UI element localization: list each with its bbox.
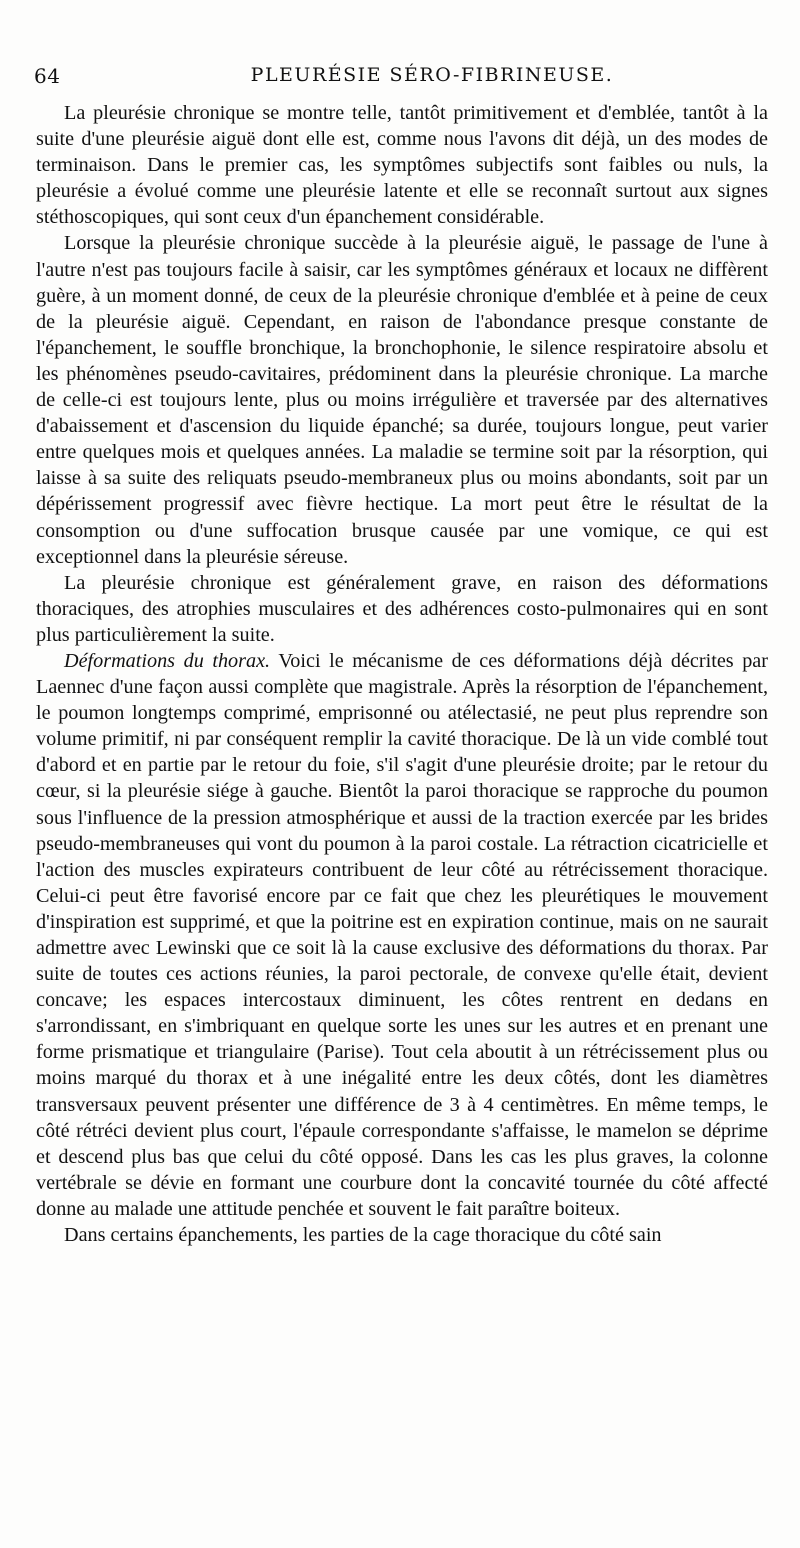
body-text	[36, 100, 768, 1248]
paragraph-text: La pleurésie chronique se montre telle, tantôt primitivement et d'emblée, tantôt à la suite d'une pleurésie aiguë dont elle est, comme nous l'avons dit déjà, un des modes de terminaison. Dans le premier cas, les symptômes subjectifs sont faibles ou nuls, la pleurésie a évolué comme une pleurésie latente et elle se reconnaît surtout aux signes stéthoscopiques, qui sont ceux d'un épanchement considérable.	[36, 102, 768, 229]
paragraph-4	[36, 648, 768, 1222]
page-number: 64	[34, 64, 61, 88]
paragraph-text: Lorsque la pleurésie chronique succède à la pleurésie aiguë, le passage de l'une à l'autre n'est pas toujours facile à saisir, car les symptômes généraux et locaux ne diffèrent guère, à un moment donné, de ceux de la pleurésie chronique d'emblée et à peine de ceux de la pleurésie aiguë. Cependant, en raison de l'abondance presque constante de l'épanchement, le souffle bronchique, la bronchophonie, le silence respiratoire absolu et les phénomènes pseudo-cavitaires, prédominent dans la pleurésie chronique. La marche de celle-ci est toujours lente, plus ou moins irrégulière et traversée par des alternatives d'abaissement et d'ascension du liquide épanché; sa durée, toujours longue, peut varier entre quelques mois et quelques années. La maladie se termine soit par la résorption, qui laisse à sa suite des reliquats pseudo-membraneux plus ou moins abondants, soit par un dépérissement progressif avec fièvre hectique. La mort peut être le résultat de la consomption ou d'une suffocation brusque causée par une vomique, ce qui est exceptionnel dans la pleurésie séreuse.	[36, 232, 768, 568]
paragraph-2	[36, 230, 768, 569]
paragraph-5	[36, 1222, 768, 1248]
paragraph-text: Dans certains épanchements, les parties de la cage thoracique du côté sain	[64, 1224, 662, 1247]
page-header	[34, 64, 770, 94]
paragraph-3	[36, 570, 768, 648]
paragraph-text: La pleurésie chronique est généralement grave, en raison des déformations thoraciques, des atrophies musculaires et des adhérences costo-pulmonaires qui en sont plus particulièrement la suite.	[36, 571, 768, 646]
paragraph-1	[36, 100, 768, 230]
running-title: PLEURÉSIE SÉRO-FIBRINEUSE.	[250, 64, 614, 86]
section-heading: Déformations du thorax.	[64, 649, 271, 672]
paragraph-text: Voici le mécanisme de ces déformations déjà décrites par Laennec d'une façon aussi complète que magistrale. Après la résorption de l'épanchement, le poumon longtemps comprimé, emprisonné ou atélectasié, ne peut plus reprendre son volume primitif, ni par conséquent remplir la cavité thoracique. De là un vide comblé tout d'abord et en partie par le retour du foie, s'il s'agit d'une pleurésie droite; par le retour du cœur, si la pleurésie siége à gauche. Bientôt la paroi thoracique se rapproche du poumon sous l'influence de la pression atmosphérique et aussi de la traction exercée par les brides pseudo-membraneuses qui vont du poumon à la paroi costale. La rétraction cicatricielle et l'action des muscles expirateurs contribuent de leur côté au rétrécissement thoracique. Celui-ci peut être favorisé encore par ce fait que chez les pleurétiques le mouvement d'inspiration est supprimé, et que la poitrine est en expiration continue, mais on ne saurait admettre avec Lewinski que ce soit là la cause exclusive des déformations du thorax. Par suite de toutes ces actions réunies, la paroi pectorale, de convexe qu'elle était, devient concave; les espaces intercostaux diminuent, les côtes rentrent en dedans en s'arrondissant, en s'imbriquant en quelque sorte les unes sur les autres et en prenant une forme prismatique et triangulaire (Parise). Tout cela aboutit à un rétrécissement plus ou moins marqué du thorax et à une inégalité entre les deux côtés, dont les diamètres transversaux peuvent présenter une différence de 3 à 4 centimètres. En même temps, le côté rétréci devient plus court, l'épaule correspondante s'affaisse, le mamelon se déprime et descend plus bas que celui du côté opposé. Dans les cas les plus graves, la colonne vertébrale se dévie en formant une courbure dont la concavité tournée du côté affecté donne au malade une attitude penchée et souvent le fait paraître boiteux.	[36, 649, 768, 1220]
